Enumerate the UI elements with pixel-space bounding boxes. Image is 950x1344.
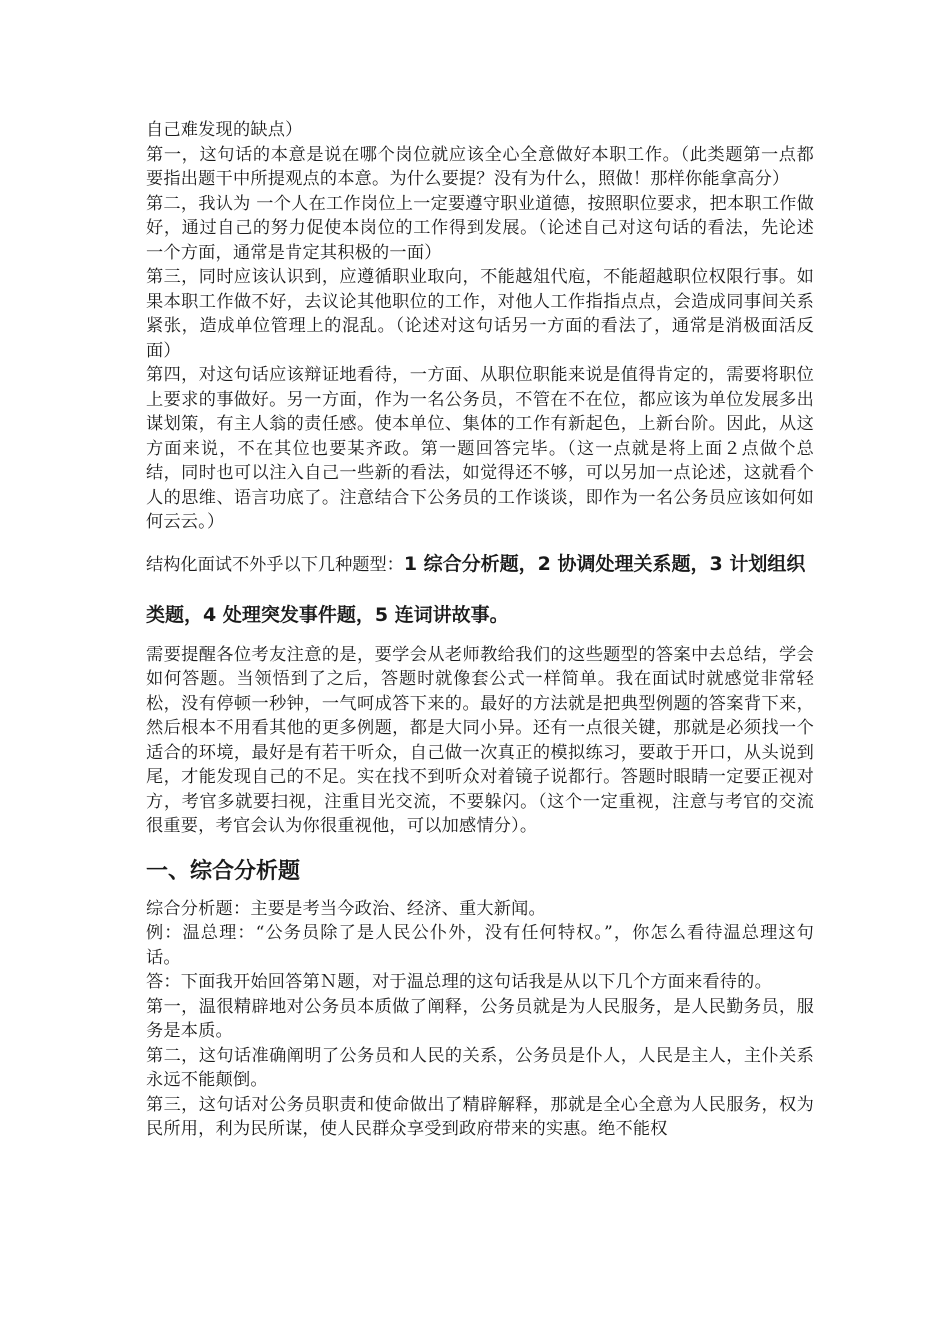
answer-block-1: [146, 118, 814, 535]
document-page: [146, 118, 814, 1142]
paragraph: 第二，这句话准确阐明了公务员和人民的关系，公务员是仆人，人民是主人，主仆关系永远不能颠倒。: [146, 1045, 814, 1090]
advice-paragraph: 需要提醒各位考友注意的是，要学会从老师教给我们的这些题型的答案中去总结，学会如何答题。当领悟到了之后，答题时就像套公式一样简单。我在面试时就感觉非常轻松，没有停顿一秒钟，一气呵成答下来的。最好的方法就是把典型例题的答案背下来，然后根本不用看其他的更多例题，都是大同小异。还有一点很关键，那就是必须找一个适合的环境，最好是有若干听众，自己做一次真正的模拟练习，要敢于开口，从头说到尾，才能发现自己的不足。实在找不到听众对着镜子说都行。答题时眼睛一定要正视对方，考官多就要扫视，注重目光交流，不要躲闪。（这个一定重视，注意与考官的交流很重要，考官会认为你很重视他，可以加感情分）。: [146, 644, 814, 836]
question-types-line: [146, 539, 814, 641]
paragraph: 综合分析题：主要是考当今政治、经济、重大新闻。: [146, 898, 546, 919]
paragraph: 自己难发现的缺点）: [146, 120, 303, 140]
paragraph: 第三，这句话对公务员职责和使命做出了精辟解释，那就是全心全意为人民服务，权为民所用，利为民所谋，使人民群众享受到政府带来的实惠。绝不能权: [146, 1094, 814, 1139]
question-types-list: 1 综合分析题，2 协调处理关系题，3 计划组织类题，4 处理突发事件题，5 连词讲故事。: [146, 552, 806, 626]
question-types-lead: 结构化面试不外乎以下几种题型：: [146, 554, 404, 575]
paragraph: 答：下面我开始回答第Ｎ题，对于温总理的这句话我是从以下几个方面来看待的。: [146, 972, 772, 992]
paragraph: 第三，同时应该认识到，应遵循职业取向，不能越俎代庖，不能超越职位权限行事。如果本职工作做不好，去议论其他职位的工作，对他人工作指指点点，会造成同事间关系紧张，造成单位管理上的混乱。（论述对这句话另一方面的看法了，通常是消极面活反面）: [146, 267, 814, 361]
paragraph: 第二，我认为 一个人在工作岗位上一定要遵守职业道德，按照职位要求，把本职工作做好，通过自己的努力促使本岗位的工作得到发展。（论述自己对这句话的看法，先论述一个方面，通常是肯定其积极的一面）: [146, 193, 814, 263]
section-heading: 一、综合分析题: [146, 858, 301, 884]
paragraph: 第四，对这句话应该辩证地看待，一方面、从职位职能来说是值得肯定的，需要将职位上要求的事做好。另一方面，作为一名公务员，不管在不在位，都应该为单位发展多出谋划策，有主人翁的责任感。使本单位、集体的工作有新起色，上新台阶。因此，从这方面来说，不在其位也要某齐政。第一题回答完毕。（这一点就是将上面２点做个总结，同时也可以注入自己一些新的看法，如觉得还不够，可以另加一点论述，这就看个人的思维、语言功底了。注意结合下公务员的工作谈谈，即作为一名公务员应该如何如何云云。）: [146, 365, 814, 532]
paragraph: 第一，这句话的本意是说在哪个岗位就应该全心全意做好本职工作。（此类题第一点都要指出题干中所提观点的本意。为什么要提？没有为什么，照做！那样你能拿高分）: [146, 144, 814, 189]
answer-block-2: [146, 897, 814, 1142]
paragraph: 例：温总理：“公务员除了是人民公仆外，没有任何特权。”，你怎么看待温总理这句话。: [146, 923, 814, 968]
paragraph: 第一，温很精辟地对公务员本质做了阐释，公务员就是为人民服务，是人民勤务员，服务是本质。: [146, 996, 814, 1041]
